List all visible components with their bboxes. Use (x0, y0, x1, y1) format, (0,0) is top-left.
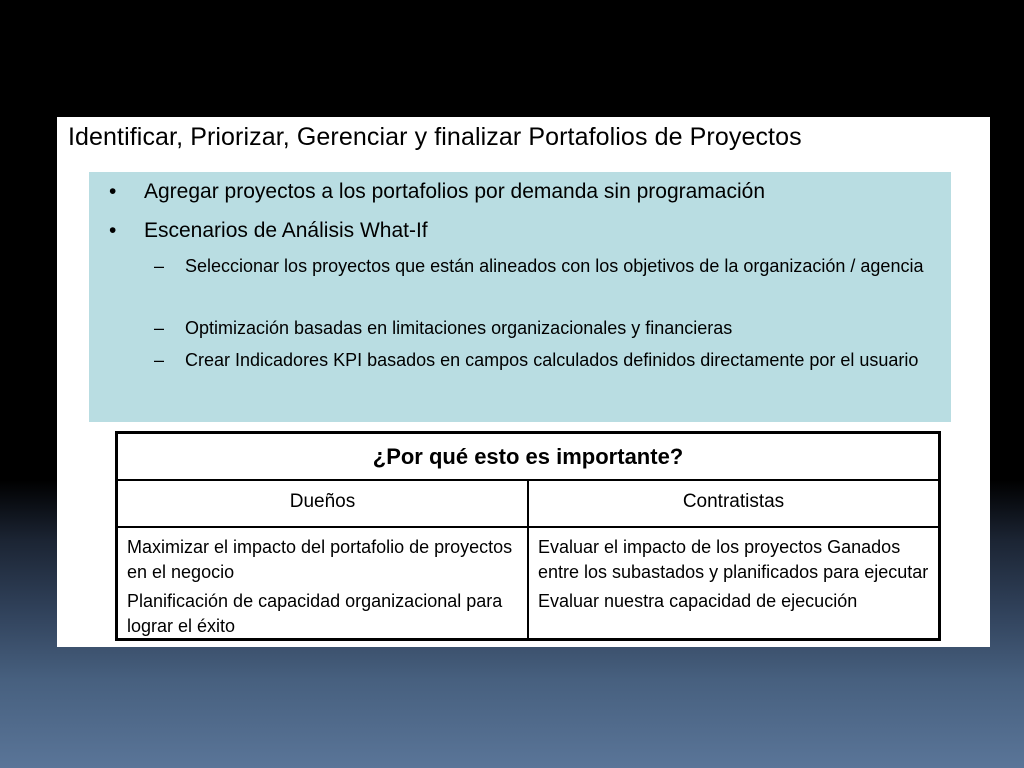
sub-bullet-text: Crear Indicadores KPI basados en campos calculados definidos directamente por el usuario (185, 350, 919, 370)
bullet-text: Agregar proyectos a los portafolios por demanda sin programación (144, 180, 766, 203)
table-heading: ¿Por qué esto es importante? (118, 434, 938, 481)
bullet-marker: • (109, 180, 117, 203)
sub-bullet-text: Optimización basadas en limitaciones organizacionales y financieras (185, 318, 733, 338)
sub-bullet-marker: – (154, 350, 165, 370)
bullet-panel (89, 172, 951, 422)
table-cell-item: Planificación de capacidad organizacional para lograr el éxito (127, 591, 503, 636)
column-body (529, 528, 938, 614)
sub-bullet-marker: – (154, 318, 165, 338)
column-header: Dueños (118, 481, 527, 528)
importance-table (115, 431, 941, 641)
slide-title: Identificar, Priorizar, Gerenciar y finalizar Portafolios de Proyectos (68, 123, 802, 151)
table-cell-item: Evaluar nuestra capacidad de ejecución (538, 591, 858, 611)
sub-bullet-text: Seleccionar los proyectos que están alineados con los objetivos de la organización / agencia (185, 256, 924, 276)
column-body (118, 528, 527, 639)
table-cell-item: Maximizar el impacto del portafolio de proyectos en el negocio (127, 537, 513, 582)
table-cell-item: Evaluar el impacto de los proyectos Ganados entre los subastados y planificados para ejecutar (538, 537, 929, 582)
column-header: Contratistas (529, 481, 938, 528)
sub-bullet-marker: – (154, 256, 165, 276)
table-column-contractors (529, 481, 938, 638)
table-column-owners (118, 481, 529, 638)
bullet-marker: • (109, 219, 117, 242)
bullet-text: Escenarios de Análisis What-If (144, 219, 428, 242)
slide-content-card (57, 117, 990, 647)
